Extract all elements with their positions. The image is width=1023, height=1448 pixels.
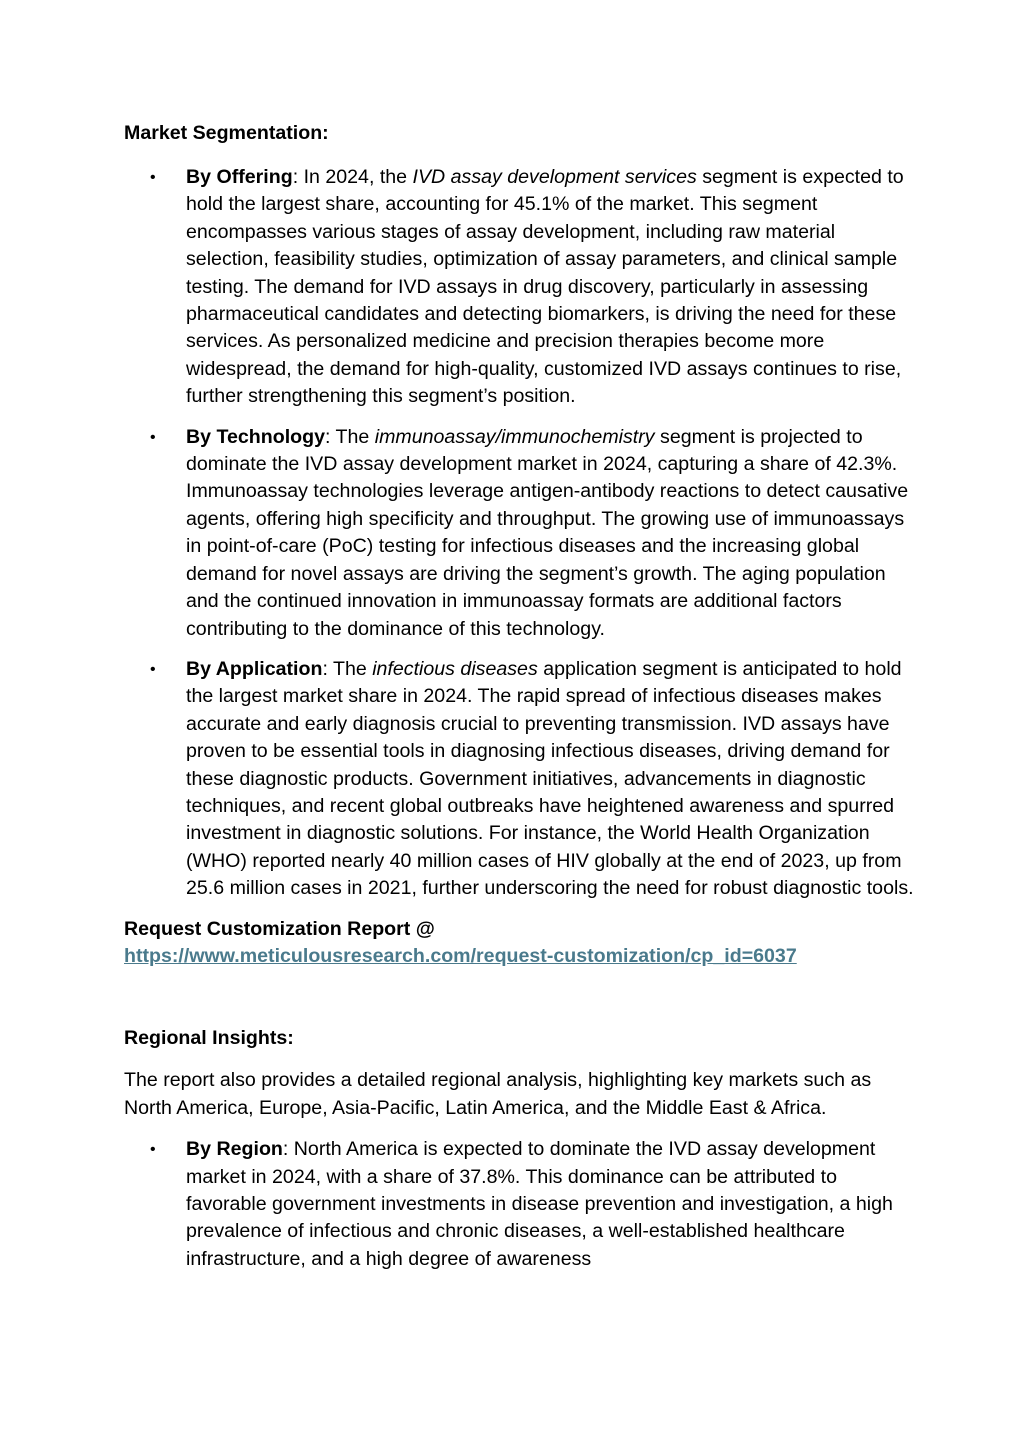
request-customization-block <box>124 916 914 971</box>
item-title: By Application <box>186 657 323 680</box>
bullet-icon: • <box>150 428 156 446</box>
list-item-by-offering <box>124 164 914 411</box>
document-page <box>124 120 914 1273</box>
regional-insights-heading: Regional Insights: <box>124 1027 294 1050</box>
item-text: application segment is anticipated to hold the largest market share in 2024. The rapid spread of infectious diseases makes accurate and early diagnosis crucial to preventing transmission. IVD assays have proven to be essential tools in diagnosing infectious diseases, driving demand for these diagnostic products. Government initiatives, advancements in diagnostic techniques, and recent global outbreaks have heightened awareness and spurred investment in diagnostic solutions. For instance, the World Health Organization (WHO) reported nearly 40 million cases of HIV globally at the end of 2023, up from 25.6 million cases in 2021, further underscoring the need for robust diagnostic tools. <box>186 657 914 900</box>
request-customization-label: Request Customization Report @ <box>124 917 435 940</box>
bullet-icon: • <box>150 169 156 186</box>
bullet-icon: • <box>150 1141 156 1159</box>
list-item-by-technology <box>124 424 914 643</box>
regional-insights-intro: The report also provides a detailed regional analysis, highlighting key markets such as North America, Europe, Asia-Pacific, Latin America, and the Middle East & Africa. <box>124 1069 872 1119</box>
item-emphasis: infectious diseases <box>372 657 538 680</box>
list-item-by-application <box>124 656 914 903</box>
regional-insights-list <box>124 1136 914 1273</box>
market-segmentation-list <box>124 164 914 903</box>
item-emphasis: IVD assay development services <box>412 166 697 188</box>
bullet-icon: • <box>150 660 156 678</box>
item-text: : The <box>322 657 373 680</box>
item-title: By Technology <box>186 425 325 448</box>
item-title: By Offering <box>186 166 293 188</box>
item-emphasis: immunoassay/immunochemistry <box>374 425 655 448</box>
item-text: : In 2024, the <box>292 166 413 188</box>
list-item-by-region <box>124 1136 914 1273</box>
item-title: By Region <box>186 1138 283 1161</box>
item-text: : The <box>324 425 375 448</box>
item-text: : North America is expected to dominate the IVD assay development market in 2024, with a share of 37.8%. This dominance can be attributed to favorable government investments in disease prevention and investigation, a high prevalence of infectious and chronic diseases, a well-established healthcare infrastructure, and a high degree of awareness <box>186 1138 893 1270</box>
item-text: segment is expected to hold the largest share, accounting for 45.1% of the market. This segment encompasses various stages of assay development, including raw material selection, feasibility studies, optimization of assay parameters, and clinical sample testing. The demand for IVD assays in drug discovery, particularly in assessing pharmaceutical candidates and detecting biomarkers, is driving the need for these services. As personalized medicine and precision therapies become more widespread, the demand for high-quality, customized IVD assays continues to rise, further strengthening this segment’s position. <box>186 166 904 408</box>
request-customization-link[interactable]: https://www.meticulousresearch.com/request-customization/cp_id=6037 <box>124 944 797 967</box>
market-segmentation-heading: Market Segmentation: <box>124 122 329 144</box>
item-text: segment is projected to dominate the IVD assay development market in 2024, capturing a share of 42.3%. Immunoassay technologies leverage antigen-antibody reactions to detect causative agents, offering high specificity and throughput. The growing use of immunoassays in point-of-care (PoC) testing for infectious diseases and the increasing global demand for novel assays are driving the segment’s growth. The aging population and the continued innovation in immunoassay formats are additional factors contributing to the dominance of this technology. <box>186 425 909 640</box>
